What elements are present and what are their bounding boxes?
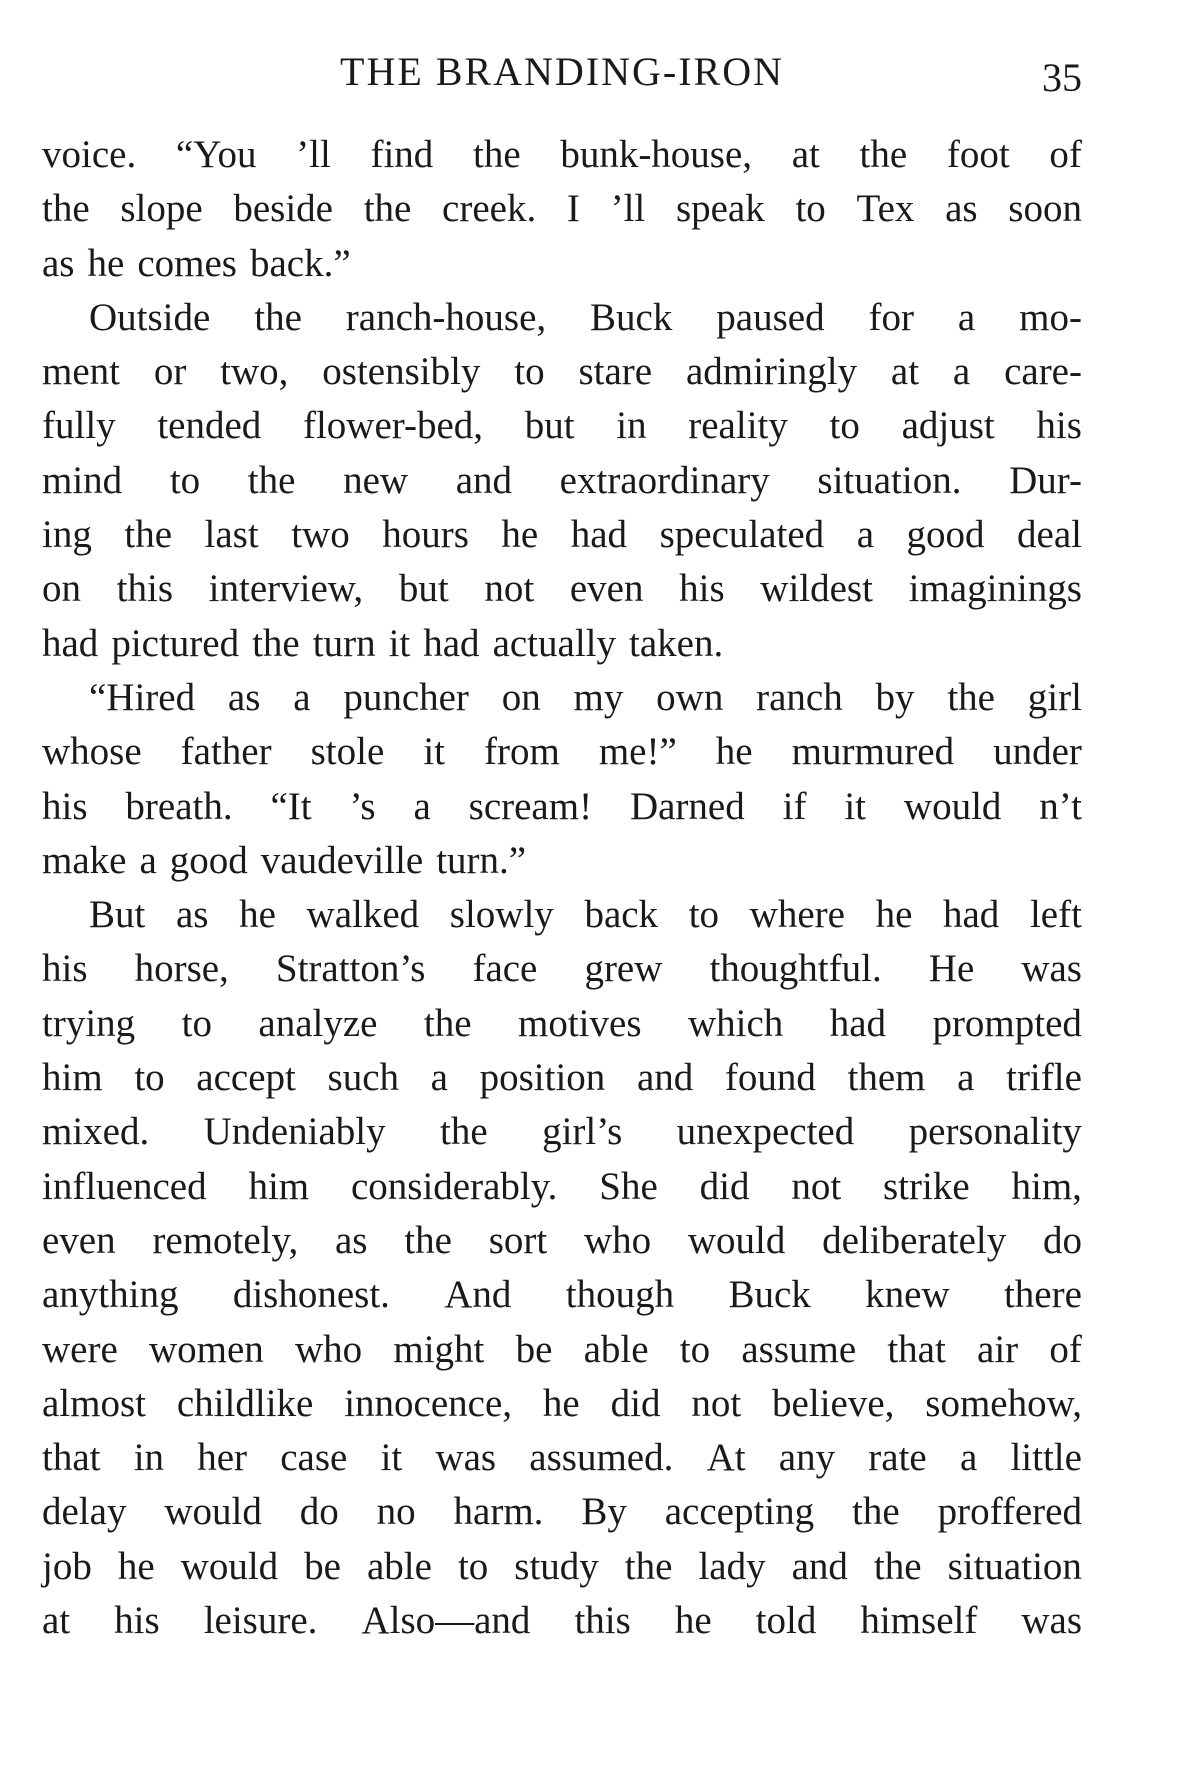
text-line: voice. “You ’ll find the bunk-house, at the foot of [42, 133, 1082, 176]
text-line: mixed. Undeniably the girl’s unexpected personality [42, 1110, 1082, 1154]
text-line: on this interview, but not even his wildest imaginings [42, 567, 1082, 611]
text-line: at his leisure. Also—and this he told himself was [42, 1599, 1082, 1643]
text-line: his breath. “It ’s a scream! Darned if it would n’t [42, 784, 1082, 828]
text-line: But as he walked slowly back to where he had left [89, 893, 1082, 937]
running-title: THE BRANDING-IRON [340, 49, 784, 94]
text-line: fully tended flower-bed, but in reality to adjust his [42, 404, 1082, 448]
text-line: ment or two, ostensibly to stare admiringly at a care- [42, 350, 1082, 394]
text-line: were women who might be able to assume that air of [42, 1327, 1082, 1371]
text-line: ing the last two hours he had speculated a good deal [42, 513, 1082, 557]
text-line: that in her case it was assumed. At any rate a little [42, 1436, 1082, 1480]
running-head [42, 42, 1082, 102]
text-line: had pictured the turn it had actually taken. [42, 621, 724, 665]
text-line: as he comes back.” [42, 241, 351, 285]
text-line: even remotely, as the sort who would deliberately do [42, 1218, 1082, 1262]
text-line: trying to analyze the motives which had prompted [42, 1001, 1082, 1045]
text-line: job he would be able to study the lady and the situation [42, 1544, 1082, 1588]
text-line: whose father stole it from me!” he murmured under [42, 730, 1082, 774]
text-line: his horse, Stratton’s face grew thoughtful. He was [42, 947, 1082, 991]
page-number: 35 [1042, 55, 1082, 100]
text-line: the slope beside the creek. I ’ll speak to Tex as soon [42, 187, 1082, 231]
text-line: “Hired as a puncher on my own ranch by the girl [89, 675, 1082, 719]
text-line: delay would do no harm. By accepting the proffered [42, 1490, 1082, 1534]
body-text [42, 128, 1082, 1648]
text-line: mind to the new and extraordinary situation. Dur- [42, 458, 1082, 502]
text-line: almost childlike innocence, he did not believe, somehow, [42, 1381, 1082, 1425]
text-line: him to accept such a position and found them a trifle [42, 1056, 1082, 1100]
text-line: anything dishonest. And though Buck knew there [42, 1273, 1082, 1317]
text-line: influenced him considerably. She did not strike him, [42, 1164, 1082, 1208]
text-line: Outside the ranch-house, Buck paused for a mo- [89, 295, 1082, 339]
text-line: make a good vaudeville turn.” [42, 838, 527, 882]
